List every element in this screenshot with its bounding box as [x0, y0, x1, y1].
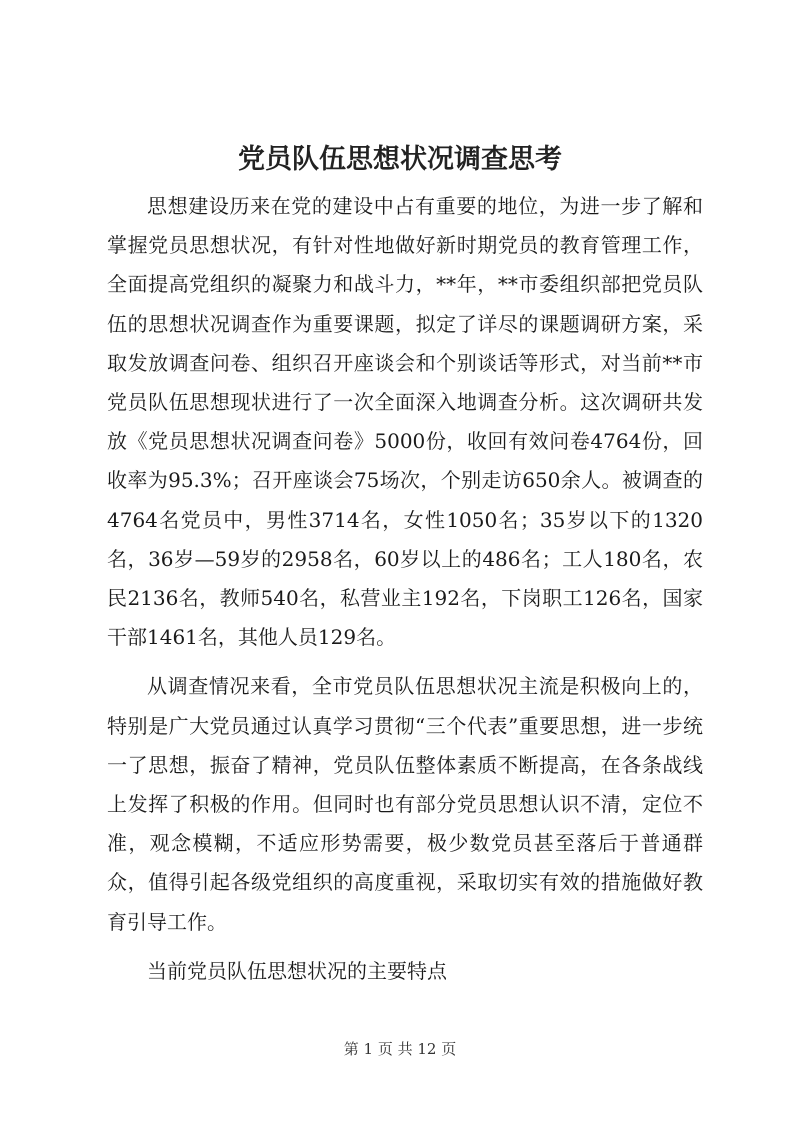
document-body — [107, 187, 703, 1001]
section-heading: 当前党员队伍思想状况的主要特点 — [147, 958, 447, 983]
page-footer: 第 1 页 共 12 页 — [343, 1040, 457, 1058]
paragraph-intro: 思想建设历来在党的建设中占有重要的地位，为进一步了解和掌握党员思想状况，有针对性地做好新时期党员的教育管理工作，全面提高党组织的凝聚力和战斗力，**年，**市委组织部把党员队伍的思想状况调查作为重要课题，拟定了详尽的课题调研方案，采取发放调查问卷、组织召开座谈会和个别谈话等形式，对当前**市党员队伍思想现状进行了一次全面深入地调查分析。这次调研共发放《党员思想状况调查问卷》5000份，收回有效问卷4764份，回收率为95.3%；召开座谈会75场次，个别走访650余人。被调查的4764名党员中，男性3714名，女性1050名；35岁以下的1320名，36岁—59岁的2958名，60岁以上的486名；工人180名，农民2136名，教师540名，私营业主192名，下岗职工126名，国家干部1461名，其他人员129名。 — [107, 194, 703, 650]
page-title: 党员队伍思想状况调查思考 — [238, 144, 562, 175]
paragraph-overview: 从调查情况来看，全市党员队伍思想状况主流是积极向上的，特别是广大党员通过认真学习贯彻“三个代表”重要思想，进一步统一了思想，振奋了精神，党员队伍整体素质不断提高，在各条战线上发挥了积极的作用。但同时也有部分党员思想认识不清，定位不准，观念模糊，不适应形势需要，极少数党员甚至落后于普通群众，值得引起各级党组织的高度重视，采取切实有效的措施做好教育引导工作。 — [107, 674, 703, 934]
